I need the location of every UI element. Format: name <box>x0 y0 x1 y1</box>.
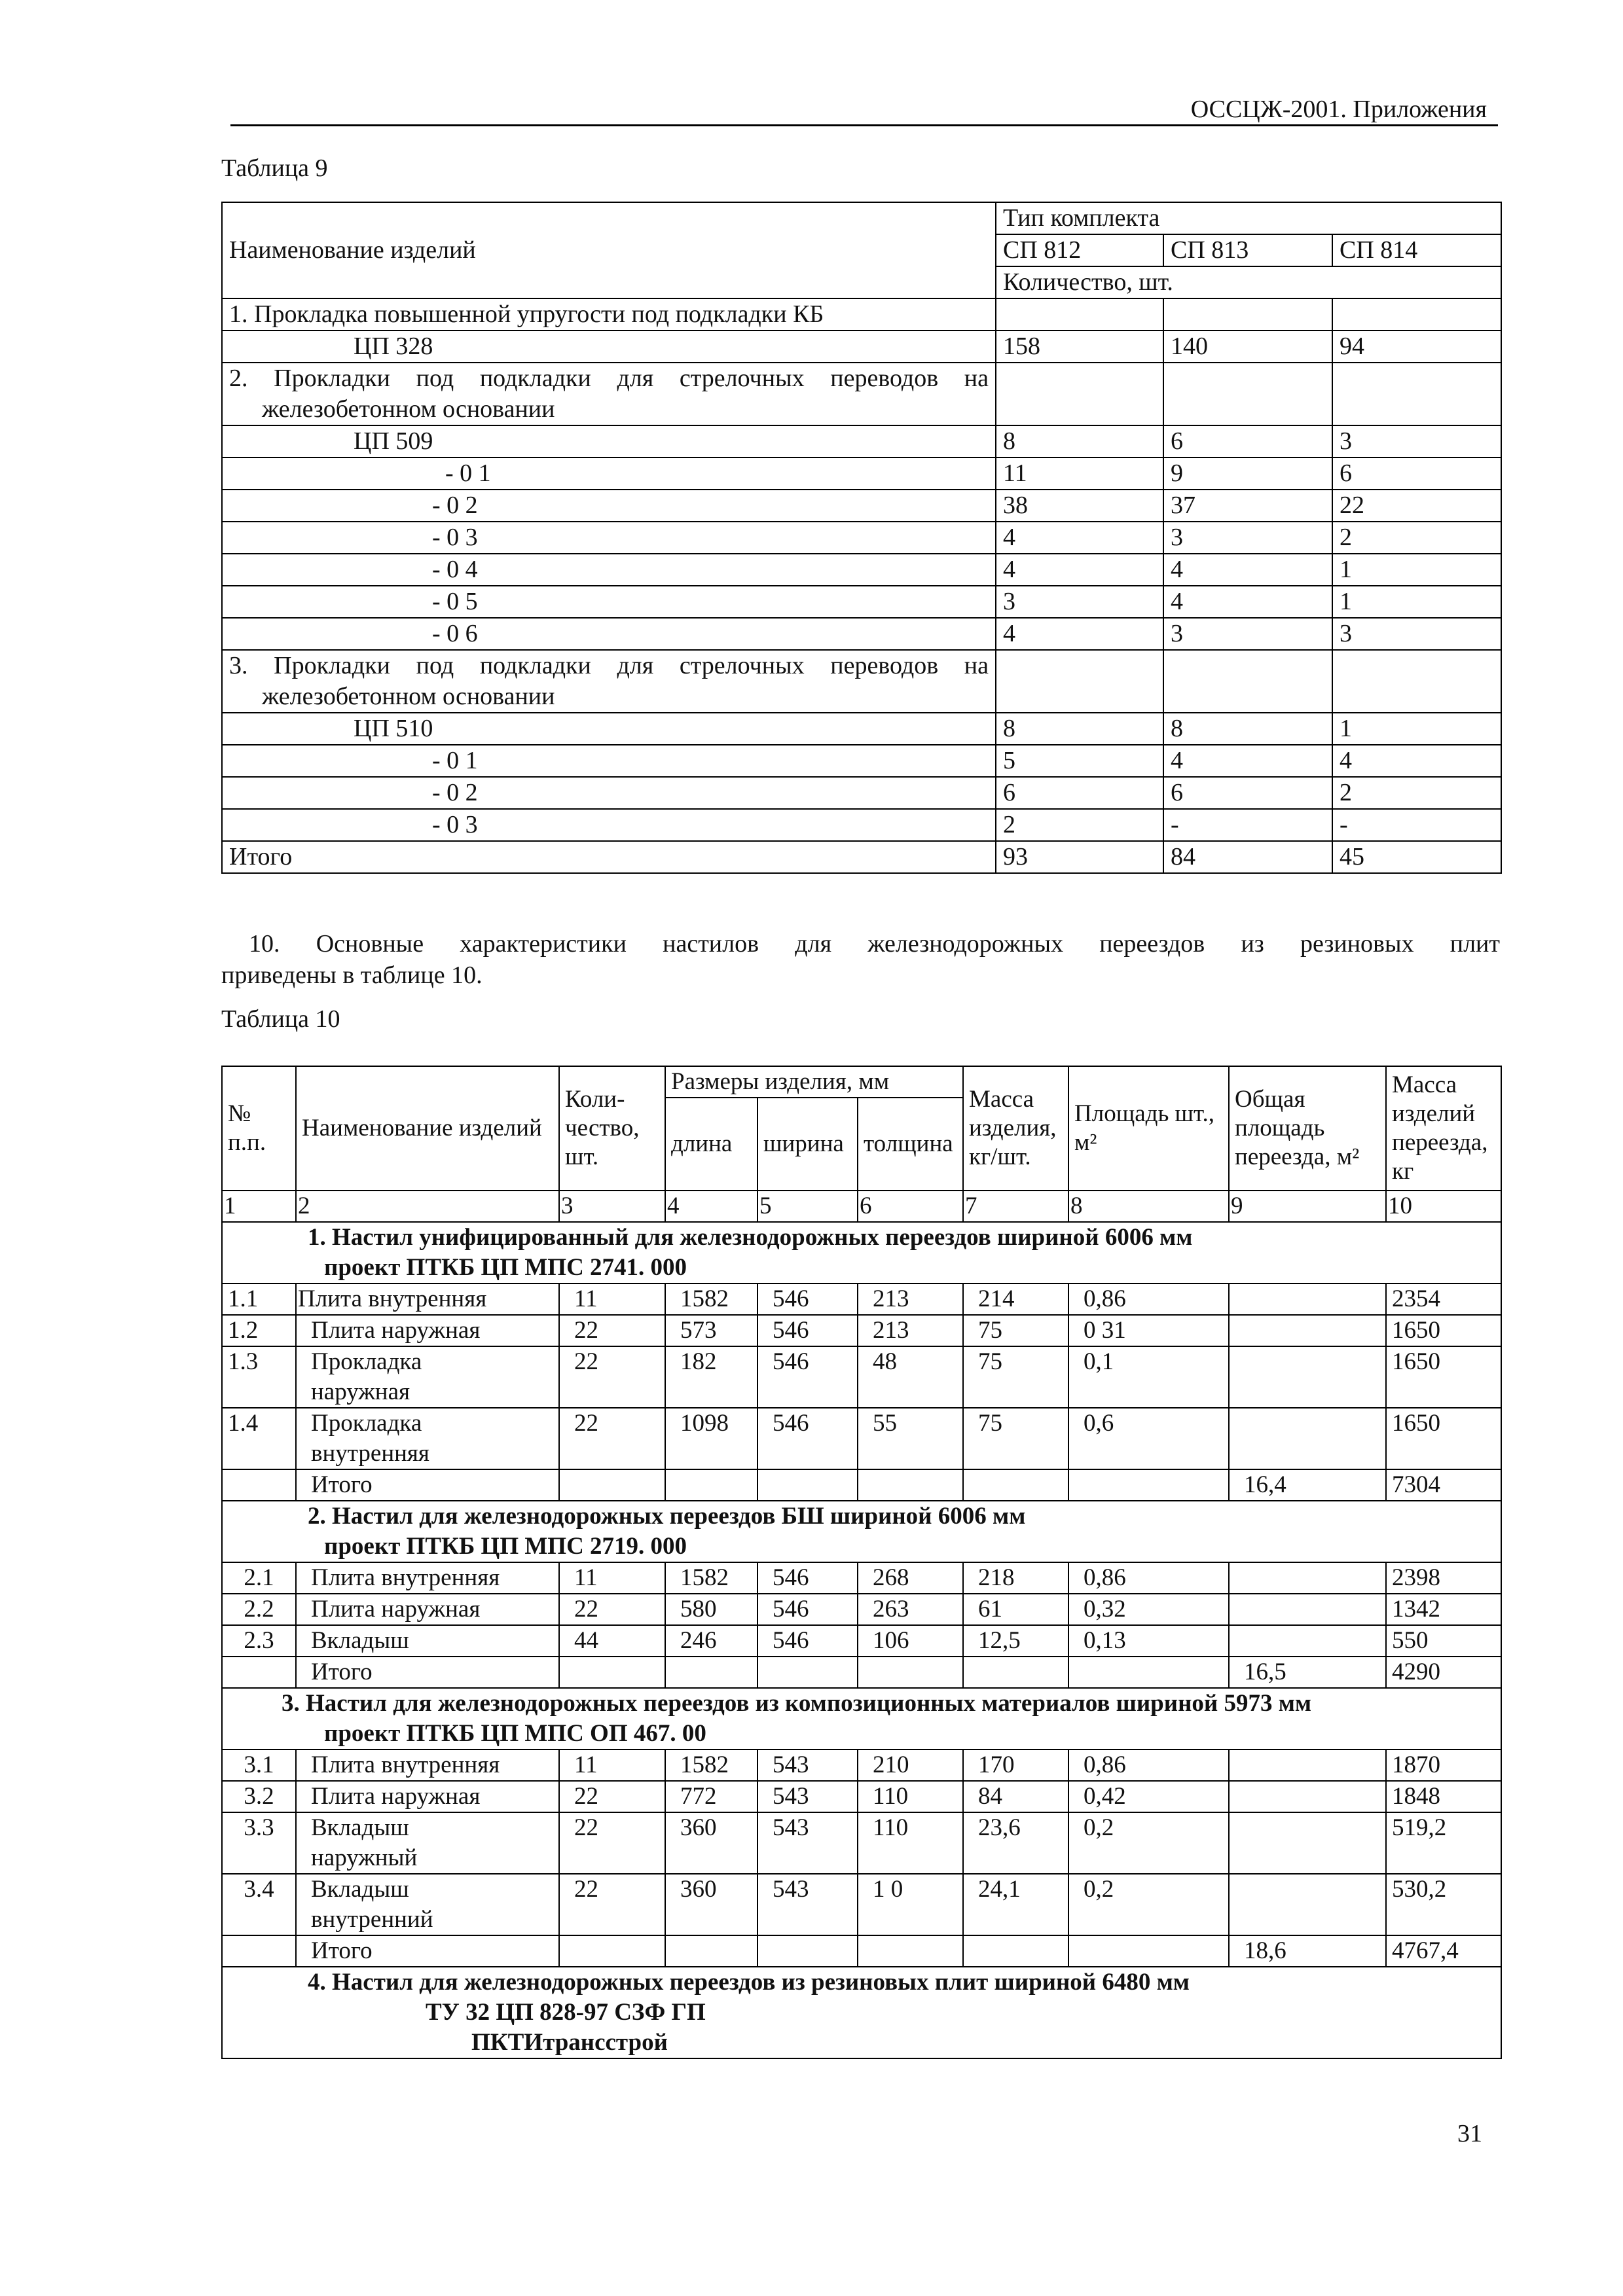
t10-header-name: Наименование изделий <box>296 1066 559 1191</box>
header-rule <box>230 124 1498 126</box>
t10-cell: Итого <box>296 1935 559 1967</box>
t10-cell: 1.2 <box>222 1315 296 1346</box>
t10-cell: 22 <box>559 1874 665 1935</box>
table10 <box>221 1066 1502 2059</box>
t10-row <box>222 1874 1501 1935</box>
table9-header-sp813: СП 813 <box>1163 234 1332 266</box>
t10-cell: 0,32 <box>1068 1594 1229 1625</box>
t10-cell: 772 <box>665 1781 757 1812</box>
t10-cell: 22 <box>559 1315 665 1346</box>
t10-cell <box>665 1657 757 1688</box>
table9-cell: 3 <box>1332 425 1501 457</box>
table9-cell <box>996 650 1163 713</box>
t10-cell: 210 <box>858 1749 963 1781</box>
t10-column-number: 3 <box>559 1191 665 1222</box>
t10-cell: 1848 <box>1386 1781 1501 1812</box>
t10-row <box>222 1562 1501 1594</box>
t10-cell <box>1068 1469 1229 1501</box>
table9-cell: 11 <box>996 457 1163 490</box>
table9-row <box>222 425 1501 457</box>
t10-cell: Плита наружная <box>296 1315 559 1346</box>
t10-cell: 1582 <box>665 1283 757 1315</box>
table9-cell <box>996 298 1163 331</box>
table9-cell: - <box>1163 809 1332 841</box>
t10-section-title <box>222 1222 1501 1283</box>
t10-cell: 0,2 <box>1068 1874 1229 1935</box>
table9-cell: 158 <box>996 331 1163 363</box>
t10-cell: 218 <box>963 1562 1068 1594</box>
t10-column-number: 10 <box>1386 1191 1501 1222</box>
table9-row-name: - 0 6 <box>222 618 996 650</box>
table9-row <box>222 490 1501 522</box>
t10-column-number: 9 <box>1229 1191 1386 1222</box>
table9-cell: 1 <box>1332 586 1501 618</box>
t10-cell <box>559 1935 665 1967</box>
table9-cell: 2 <box>996 809 1163 841</box>
t10-cell: 1650 <box>1386 1315 1501 1346</box>
t10-row <box>222 1408 1501 1469</box>
table9-cell: 4 <box>1163 586 1332 618</box>
table9-header-sp812: СП 812 <box>996 234 1163 266</box>
table9-cell: 4 <box>996 522 1163 554</box>
t10-cell <box>1229 1781 1386 1812</box>
t10-section-title-line1: 2. Настил для железнодорожных переездов БШ шириной 6006 мм <box>308 1503 1026 1530</box>
t10-cell: 0,2 <box>1068 1812 1229 1874</box>
table9-row-name: 1. Прокладка повышенной упругости под подкладки КБ <box>222 298 996 331</box>
t10-cell: 550 <box>1386 1625 1501 1657</box>
table9-cell: 5 <box>996 745 1163 777</box>
table9-cell <box>1163 363 1332 425</box>
table9-caption: Таблица 9 <box>221 154 328 182</box>
table9-row <box>222 650 1501 713</box>
t10-cell: 22 <box>559 1408 665 1469</box>
t10-row <box>222 1469 1501 1501</box>
t10-row <box>222 1625 1501 1657</box>
t10-cell <box>858 1935 963 1967</box>
t10-cell <box>1229 1625 1386 1657</box>
table9-row <box>222 363 1501 425</box>
t10-header-width: ширина <box>757 1098 858 1191</box>
t10-cell <box>1068 1657 1229 1688</box>
table9-cell <box>1332 298 1501 331</box>
t10-cell <box>858 1657 963 1688</box>
t10-cell: Плита внутренняя <box>296 1562 559 1594</box>
t10-cell <box>1229 1594 1386 1625</box>
t10-cell: 1098 <box>665 1408 757 1469</box>
table9-row <box>222 777 1501 809</box>
t10-cell: 0,13 <box>1068 1625 1229 1657</box>
t10-cell: 546 <box>757 1315 858 1346</box>
table9-row <box>222 841 1501 873</box>
t10-cell: 543 <box>757 1781 858 1812</box>
t10-cell: 213 <box>858 1315 963 1346</box>
t10-cell: 110 <box>858 1781 963 1812</box>
t10-column-number: 6 <box>858 1191 963 1222</box>
table9-cell: 37 <box>1163 490 1332 522</box>
t10-header-total-area: Общая площадь переезда, м² <box>1229 1066 1386 1191</box>
t10-cell: 3.1 <box>222 1749 296 1781</box>
t10-cell <box>757 1469 858 1501</box>
t10-cell <box>858 1469 963 1501</box>
t10-section-title-cell <box>222 1688 1501 1749</box>
t10-section-title-line2: ТУ 32 ЦП 828-97 СЗФ ГП <box>426 1999 706 2026</box>
paragraph-line-1: 10. Основные характеристики настилов для железнодорожных переездов из резиновых плит <box>249 930 1500 958</box>
t10-cell: 1.1 <box>222 1283 296 1315</box>
t10-row <box>222 1594 1501 1625</box>
t10-cell: 11 <box>559 1562 665 1594</box>
table9-row-name: - 0 1 <box>222 745 996 777</box>
paragraph-10 <box>221 928 1500 991</box>
t10-cell: 106 <box>858 1625 963 1657</box>
table9-cell: 38 <box>996 490 1163 522</box>
table9-cell: 4 <box>1163 745 1332 777</box>
t10-cell <box>757 1935 858 1967</box>
table9 <box>221 202 1502 874</box>
t10-cell <box>1229 1408 1386 1469</box>
t10-cell: 24,1 <box>963 1874 1068 1935</box>
t10-column-number: 4 <box>665 1191 757 1222</box>
t10-cell: Плита наружная <box>296 1781 559 1812</box>
table9-cell: 22 <box>1332 490 1501 522</box>
t10-cell: Плита внутренняя <box>296 1749 559 1781</box>
table9-cell <box>1332 650 1501 713</box>
table9-row-name <box>222 650 996 713</box>
t10-column-number: 1 <box>222 1191 296 1222</box>
t10-header-area: Площадь шт., м² <box>1068 1066 1229 1191</box>
table9-cell <box>996 363 1163 425</box>
t10-cell: Прокладка внутренняя <box>296 1408 559 1469</box>
table9-cell <box>1332 363 1501 425</box>
t10-row <box>222 1315 1501 1346</box>
table9-cell: 3 <box>996 586 1163 618</box>
t10-cell: 4290 <box>1386 1657 1501 1688</box>
table9-row-name <box>222 363 996 425</box>
t10-cell <box>559 1469 665 1501</box>
t10-cell <box>665 1935 757 1967</box>
t10-cell: 55 <box>858 1408 963 1469</box>
t10-cell <box>665 1469 757 1501</box>
t10-cell: 3.2 <box>222 1781 296 1812</box>
table9-cell: 6 <box>1332 457 1501 490</box>
table9-row-name-line1: 2. Прокладки под подкладки для стрелочных переводов на <box>229 365 989 392</box>
table9-row <box>222 713 1501 745</box>
table9-cell: 9 <box>1163 457 1332 490</box>
t10-cell <box>1068 1935 1229 1967</box>
t10-cell: 546 <box>757 1594 858 1625</box>
t10-cell: 268 <box>858 1562 963 1594</box>
t10-cell: 110 <box>858 1812 963 1874</box>
t10-cell: 44 <box>559 1625 665 1657</box>
t10-section-title <box>222 1501 1501 1562</box>
t10-header-length: длина <box>665 1098 757 1191</box>
t10-row <box>222 1812 1501 1874</box>
table9-row-name: Итого <box>222 841 996 873</box>
t10-cell <box>222 1935 296 1967</box>
t10-cell: 7304 <box>1386 1469 1501 1501</box>
t10-cell: 1 0 <box>858 1874 963 1935</box>
t10-cell: 543 <box>757 1749 858 1781</box>
t10-cell: 580 <box>665 1594 757 1625</box>
t10-cell: 182 <box>665 1346 757 1408</box>
t10-section-title-line1: 3. Настил для железнодорожных переездов из композиционных материалов шириной 5973 мм <box>282 1690 1312 1717</box>
t10-cell: 546 <box>757 1283 858 1315</box>
t10-column-number: 8 <box>1068 1191 1229 1222</box>
t10-cell: 11 <box>559 1283 665 1315</box>
t10-cell: 170 <box>963 1749 1068 1781</box>
table9-cell: 6 <box>996 777 1163 809</box>
table9-cell: 3 <box>1163 618 1332 650</box>
t10-cell: 75 <box>963 1408 1068 1469</box>
t10-row <box>222 1781 1501 1812</box>
t10-cell: Плита внутренняя <box>296 1283 559 1315</box>
t10-cell: 546 <box>757 1625 858 1657</box>
t10-cell <box>963 1935 1068 1967</box>
table9-cell: 8 <box>996 425 1163 457</box>
table9-cell: 45 <box>1332 841 1501 873</box>
t10-cell: 1582 <box>665 1749 757 1781</box>
table9-header-name: Наименование изделий <box>222 202 996 298</box>
table9-row <box>222 298 1501 331</box>
table9-row-name-line1: 3. Прокладки под подкладки для стрелочных переводов на <box>229 652 989 679</box>
running-header: ОССЦЖ-2001. Приложения <box>1190 96 1487 123</box>
t10-cell <box>757 1657 858 1688</box>
table9-cell: 84 <box>1163 841 1332 873</box>
table9-cell: - <box>1332 809 1501 841</box>
t10-cell <box>222 1469 296 1501</box>
table9-row-name: - 0 3 <box>222 809 996 841</box>
table9-cell: 94 <box>1332 331 1501 363</box>
t10-header-mass: Масса изделия, кг/шт. <box>963 1066 1068 1191</box>
table9-row <box>222 745 1501 777</box>
t10-cell: 1582 <box>665 1562 757 1594</box>
t10-column-number: 5 <box>757 1191 858 1222</box>
t10-cell: 360 <box>665 1874 757 1935</box>
t10-section-title-line2: проект ПТКБ ЦП МПС ОП 467. 00 <box>324 1720 706 1747</box>
t10-cell: 360 <box>665 1812 757 1874</box>
table9-cell: 4 <box>996 618 1163 650</box>
table9-row <box>222 522 1501 554</box>
t10-cell <box>222 1657 296 1688</box>
t10-cell <box>963 1657 1068 1688</box>
table9-row <box>222 331 1501 363</box>
table9-cell: 4 <box>1163 554 1332 586</box>
t10-cell <box>1229 1562 1386 1594</box>
t10-cell: 2.1 <box>222 1562 296 1594</box>
table9-row <box>222 457 1501 490</box>
t10-cell: 543 <box>757 1812 858 1874</box>
t10-cell: 530,2 <box>1386 1874 1501 1935</box>
paragraph-line-2: приведены в таблице 10. <box>221 961 483 989</box>
table9-cell: 140 <box>1163 331 1332 363</box>
table9-row <box>222 618 1501 650</box>
t10-cell: 1650 <box>1386 1408 1501 1469</box>
t10-header-qty: Коли- чество, шт. <box>559 1066 665 1191</box>
t10-cell: 2.3 <box>222 1625 296 1657</box>
table9-cell: 6 <box>1163 777 1332 809</box>
t10-cell: Вкладыш <box>296 1625 559 1657</box>
t10-column-number: 7 <box>963 1191 1068 1222</box>
table9-cell: 1 <box>1332 554 1501 586</box>
table9-cell <box>1163 650 1332 713</box>
t10-section-title-line2: проект ПТКБ ЦП МПС 2719. 000 <box>324 1533 687 1560</box>
t10-cell: 546 <box>757 1346 858 1408</box>
t10-header-size-group: Размеры изделия, мм <box>665 1066 963 1098</box>
table9-cell: 6 <box>1163 425 1332 457</box>
table9-row <box>222 809 1501 841</box>
table9-cell: 8 <box>996 713 1163 745</box>
t10-cell <box>1229 1346 1386 1408</box>
t10-section-title-cell <box>222 1501 1501 1562</box>
t10-cell: 519,2 <box>1386 1812 1501 1874</box>
t10-cell: Вкладыш внутренний <box>296 1874 559 1935</box>
t10-cell: Плита наружная <box>296 1594 559 1625</box>
t10-section-title-line2: проект ПТКБ ЦП МПС 2741. 000 <box>324 1254 687 1281</box>
t10-cell: 22 <box>559 1781 665 1812</box>
t10-cell: 543 <box>757 1874 858 1935</box>
t10-cell: 16,5 <box>1229 1657 1386 1688</box>
t10-section-title <box>222 1967 1501 2058</box>
t10-header-total-mass: Масса изделий переезда, кг <box>1386 1066 1501 1191</box>
t10-cell: 18,6 <box>1229 1935 1386 1967</box>
table9-header-sp814: СП 814 <box>1332 234 1501 266</box>
t10-cell <box>1229 1749 1386 1781</box>
t10-cell: 0,6 <box>1068 1408 1229 1469</box>
t10-cell: Прокладка наружная <box>296 1346 559 1408</box>
table9-row-name: ЦП 328 <box>222 331 996 363</box>
t10-cell: 1.4 <box>222 1408 296 1469</box>
t10-cell: 22 <box>559 1812 665 1874</box>
t10-cell: 546 <box>757 1408 858 1469</box>
t10-section-title-line1: 1. Настил унифицированный для железнодорожных переездов шириной 6006 мм <box>308 1224 1193 1251</box>
table9-cell: 3 <box>1163 522 1332 554</box>
t10-row <box>222 1346 1501 1408</box>
table9-cell: 2 <box>1332 522 1501 554</box>
t10-cell: 263 <box>858 1594 963 1625</box>
t10-header-thickness: толщина <box>858 1098 963 1191</box>
t10-column-number: 2 <box>296 1191 559 1222</box>
table9-cell: 8 <box>1163 713 1332 745</box>
table9-row-name: - 0 4 <box>222 554 996 586</box>
t10-column-numbers <box>222 1191 1501 1222</box>
t10-cell: 573 <box>665 1315 757 1346</box>
t10-header-num: № п.п. <box>222 1066 296 1191</box>
t10-cell: 0,86 <box>1068 1283 1229 1315</box>
t10-cell: 75 <box>963 1315 1068 1346</box>
t10-cell: 3.3 <box>222 1812 296 1874</box>
t10-row <box>222 1657 1501 1688</box>
t10-cell: 0,86 <box>1068 1562 1229 1594</box>
t10-cell: 12,5 <box>963 1625 1068 1657</box>
table9-cell: 4 <box>1332 745 1501 777</box>
t10-cell: 2354 <box>1386 1283 1501 1315</box>
table9-cell: 3 <box>1332 618 1501 650</box>
t10-cell <box>1229 1315 1386 1346</box>
table9-row-name: - 0 1 <box>222 457 996 490</box>
t10-cell <box>1229 1283 1386 1315</box>
t10-cell: 1650 <box>1386 1346 1501 1408</box>
t10-cell: 1870 <box>1386 1749 1501 1781</box>
t10-cell <box>1229 1874 1386 1935</box>
table10-caption: Таблица 10 <box>221 1005 340 1033</box>
t10-cell: Итого <box>296 1657 559 1688</box>
table9-cell <box>1163 298 1332 331</box>
table9-cell: 4 <box>996 554 1163 586</box>
t10-cell: 23,6 <box>963 1812 1068 1874</box>
t10-cell: 48 <box>858 1346 963 1408</box>
t10-cell: 16,4 <box>1229 1469 1386 1501</box>
table9-row-name-line2: железобетонном основании <box>262 683 555 710</box>
page-number: 31 <box>1457 2120 1482 2147</box>
t10-cell: 22 <box>559 1594 665 1625</box>
table9-row <box>222 586 1501 618</box>
t10-cell <box>1229 1812 1386 1874</box>
t10-section-title-cell <box>222 1967 1501 2058</box>
table9-row-name: - 0 3 <box>222 522 996 554</box>
t10-cell: 214 <box>963 1283 1068 1315</box>
t10-cell: 1.3 <box>222 1346 296 1408</box>
t10-cell <box>559 1657 665 1688</box>
table9-cell: 2 <box>1332 777 1501 809</box>
t10-section-title-cell <box>222 1222 1501 1283</box>
t10-cell: 246 <box>665 1625 757 1657</box>
t10-cell: 84 <box>963 1781 1068 1812</box>
t10-cell: 213 <box>858 1283 963 1315</box>
table9-header-group: Тип комплекта <box>996 202 1501 234</box>
t10-cell: Вкладыш наружный <box>296 1812 559 1874</box>
t10-cell: 2398 <box>1386 1562 1501 1594</box>
t10-section-title-line1: 4. Настил для железнодорожных переездов из резиновых плит шириной 6480 мм <box>308 1969 1190 1996</box>
table9-row-name: ЦП 509 <box>222 425 996 457</box>
t10-cell: 11 <box>559 1749 665 1781</box>
t10-cell: 0,42 <box>1068 1781 1229 1812</box>
t10-cell: 0,86 <box>1068 1749 1229 1781</box>
table9-row-name: - 0 2 <box>222 777 996 809</box>
table9-row-name: - 0 5 <box>222 586 996 618</box>
t10-row <box>222 1749 1501 1781</box>
t10-cell: 0,1 <box>1068 1346 1229 1408</box>
t10-cell: 0 31 <box>1068 1315 1229 1346</box>
table9-row <box>222 554 1501 586</box>
table9-header-units: Количество, шт. <box>996 266 1501 298</box>
table9-cell: 1 <box>1332 713 1501 745</box>
t10-row <box>222 1283 1501 1315</box>
table9-row-name: ЦП 510 <box>222 713 996 745</box>
table9-row-name-line2: железобетонном основании <box>262 395 555 423</box>
t10-cell: 22 <box>559 1346 665 1408</box>
t10-section-title-line3: ПКТИтрансстрой <box>471 2029 668 2056</box>
t10-cell: 546 <box>757 1562 858 1594</box>
t10-cell: 75 <box>963 1346 1068 1408</box>
t10-cell: 1342 <box>1386 1594 1501 1625</box>
t10-cell <box>963 1469 1068 1501</box>
t10-cell: Итого <box>296 1469 559 1501</box>
t10-cell: 4767,4 <box>1386 1935 1501 1967</box>
table9-row-name: - 0 2 <box>222 490 996 522</box>
t10-section-title <box>222 1688 1501 1749</box>
t10-row <box>222 1935 1501 1967</box>
t10-cell: 3.4 <box>222 1874 296 1935</box>
table9-cell: 93 <box>996 841 1163 873</box>
t10-cell: 61 <box>963 1594 1068 1625</box>
t10-cell: 2.2 <box>222 1594 296 1625</box>
